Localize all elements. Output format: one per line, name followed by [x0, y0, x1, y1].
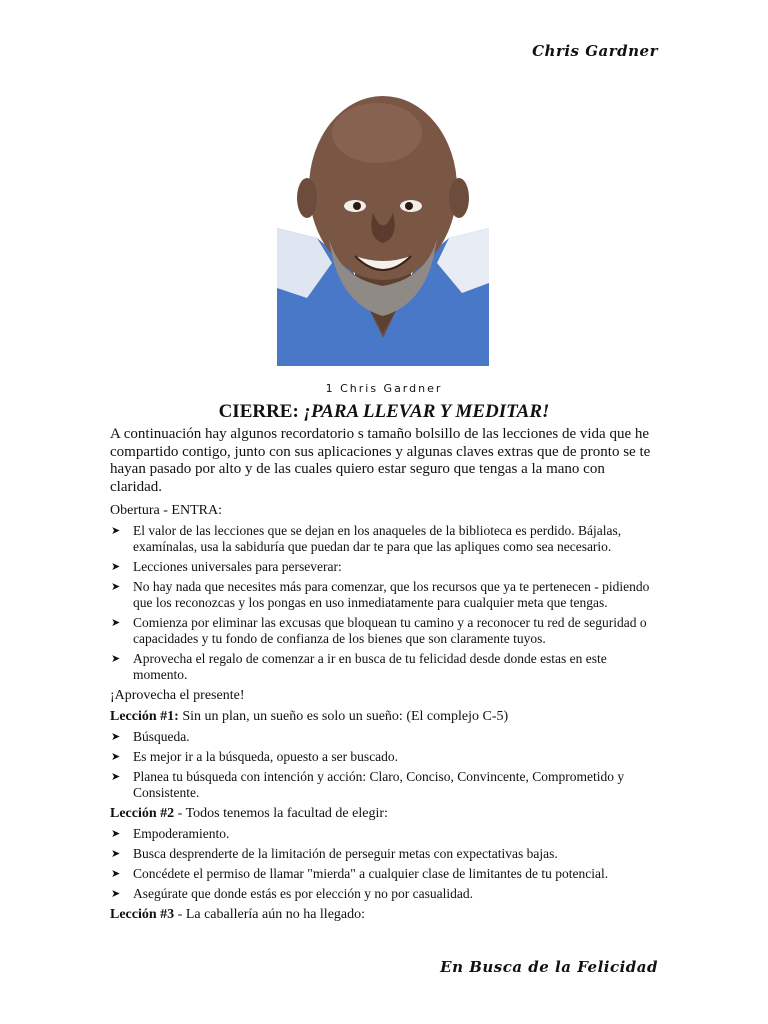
page-title — [0, 401, 768, 423]
author-photo — [277, 88, 489, 366]
opening-list — [110, 523, 660, 683]
list-item: ➤ Asegúrate que donde estás es por elección y no por casualidad. — [111, 886, 474, 901]
title-main: CIERRE: — [218, 401, 299, 422]
arrow-bullet-icon: ➤ — [111, 848, 121, 860]
main-content — [110, 426, 660, 927]
arrow-bullet-icon: ➤ — [111, 561, 121, 573]
arrow-bullet-icon: ➤ — [111, 731, 121, 743]
arrow-bullet-icon: ➤ — [111, 653, 121, 665]
list-item: ➤ Comienza por eliminar las excusas que bloquean tu camino y a reconocer tu red de seguridad o capacidades y tu fondo de confianza de los bienes que son claramente tuyos. — [111, 615, 647, 646]
lesson-2-heading — [110, 805, 660, 822]
list-item: ➤ Planea tu búsqueda con intención y acción: Claro, Conciso, Convincente, Comprometido y Consistente. — [111, 769, 625, 800]
lesson-3-heading — [110, 906, 660, 923]
lesson-2-text: - Todos tenemos la facultad de elegir: — [174, 806, 388, 821]
lesson-2-label: Lección #2 — [110, 806, 175, 821]
arrow-bullet-icon: ➤ — [111, 525, 121, 537]
lesson-1-label: Lección #1: — [110, 709, 179, 724]
lesson-3-text: - La caballería aún no ha llegado: — [174, 907, 366, 922]
header-author: Chris Gardner — [532, 42, 658, 60]
list-item: ➤ No hay nada que necesites más para comenzar, que los recursos que ya te pertenecen - pidiendo que los reconozcas y los pongas en uso inmediatamente para cualquier meta que tengas. — [111, 579, 650, 610]
list-item: ➤ Es mejor ir a la búsqueda, opuesto a ser buscado. — [111, 749, 399, 764]
arrow-bullet-icon: ➤ — [111, 751, 121, 763]
lesson-2-list — [110, 826, 660, 902]
lesson-1-list — [110, 729, 660, 801]
list-item: ➤ Aprovecha el regalo de comenzar a ir en busca de tu felicidad desde donde estas en este momento. — [111, 651, 607, 682]
intro-paragraph: A continuación hay algunos recordatorio s tamaño bolsillo de las lecciones de vida que he compartido contigo, junto con sus aplicaciones y algunas claves extras que de pronto se te hayan pasado por alto y de las cuales quiero estar seguro que tengas a la mano con claridad. — [110, 426, 651, 495]
list-item: ➤ Lecciones universales para perseverar: — [111, 559, 342, 574]
list-item: ➤ El valor de las lecciones que se dejan en los anaqueles de la biblioteca es perdido. Bájalas, examínalas, usa la sabiduría que puedan dar te para que las apliques como sea necesario. — [111, 523, 622, 554]
arrow-bullet-icon: ➤ — [111, 868, 121, 880]
arrow-bullet-icon: ➤ — [111, 581, 121, 593]
opening-closing: ¡Aprovecha el presente! — [110, 688, 245, 703]
opening-heading: Obertura - ENTRA: — [110, 503, 222, 518]
portrait-illustration — [277, 88, 489, 366]
footer-book-title: En Busca de la Felicidad — [440, 958, 658, 976]
lesson-1-text: Sin un plan, un sueño es solo un sueño: (El complejo C-5) — [178, 709, 509, 724]
arrow-bullet-icon: ➤ — [111, 828, 121, 840]
list-item: ➤ Busca desprenderte de la limitación de perseguir metas con expectativas bajas. — [111, 846, 558, 861]
photo-caption: 1 Chris Gardner — [325, 382, 443, 395]
title-sub: ¡PARA LLEVAR Y MEDITAR! — [303, 401, 550, 422]
lesson-1-heading — [110, 708, 660, 725]
list-item: ➤ Concédete el permiso de llamar "mierda" a cualquier clase de limitantes de tu potencial. — [111, 866, 609, 881]
list-item: ➤ Empoderamiento. — [111, 826, 230, 841]
list-item: ➤ Búsqueda. — [111, 729, 190, 744]
arrow-bullet-icon: ➤ — [111, 888, 121, 900]
arrow-bullet-icon: ➤ — [111, 771, 121, 783]
lesson-3-label: Lección #3 — [110, 907, 175, 922]
arrow-bullet-icon: ➤ — [111, 617, 121, 629]
